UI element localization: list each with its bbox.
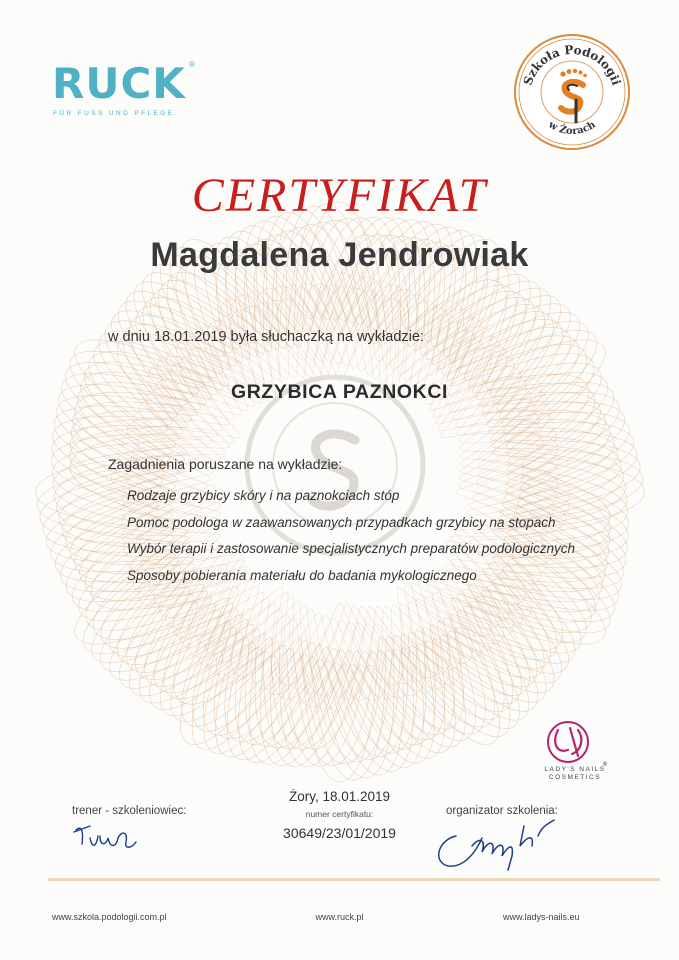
- cert-number-label: numer certyfikatu:: [305, 809, 374, 819]
- seal-bottom-text: w Żorach: [546, 119, 598, 138]
- place-date: Żory, 18.01.2019: [288, 789, 391, 804]
- footer-divider: [48, 878, 660, 881]
- ruck-logo-tagline: FÜR FUSS UND PFLEGE: [53, 110, 175, 117]
- lecture-topic: GRZYBICA PAZNOKCI: [230, 381, 449, 403]
- organizer-label: organizator szkolenia:: [446, 805, 558, 817]
- trainer-signature: [70, 818, 150, 860]
- issue-item: Pomoc podologa w zaawansowanych przypadkach grzybicy na stopach: [127, 515, 556, 530]
- ladys-nails-wordmark: [540, 766, 610, 782]
- attendance-line: w dniu 18.01.2019 była słuchaczką na wykładzie:: [108, 329, 424, 345]
- ruck-logo: [52, 59, 195, 117]
- certificate-title: CERTYFIKAT: [191, 169, 488, 222]
- trainer-label: trener - szkoleniowiec:: [72, 805, 187, 817]
- issue-item: Sposoby pobierania materiału do badania mykologicznego: [127, 568, 477, 583]
- footer-url-szkola: www.szkola.podologii.com.pl: [52, 912, 167, 922]
- cert-number: 30649/23/01/2019: [283, 825, 396, 841]
- szkola-podologii-seal: [513, 30, 631, 154]
- ruck-registered-mark: ®: [189, 60, 195, 69]
- organizer-signature: [428, 806, 578, 878]
- seal-top-text: Szkoła Podologii: [520, 42, 624, 88]
- recipient-name: Magdalena Jendrowiak: [150, 236, 529, 274]
- issue-item: Wybór terapii i zastosowanie specjalistycznych preparatów podologicznych: [127, 541, 575, 556]
- issue-item: Rodzaje grzybicy skóry i na paznokciach stóp: [127, 488, 400, 503]
- ladys-nails-line1: LADY'S NAILS: [544, 766, 606, 773]
- ruck-logo-word: RUCK: [52, 59, 186, 108]
- issues-label: Zagadnienia poruszane na wykładzie:: [108, 456, 343, 472]
- ladys-nails-line2: COSMETICS: [548, 774, 602, 781]
- footer-url-ladys-nails: www.ladys-nails.eu: [503, 912, 580, 922]
- svg-text:®: ®: [602, 761, 608, 768]
- footer-url-ruck: www.ruck.pl: [315, 912, 364, 922]
